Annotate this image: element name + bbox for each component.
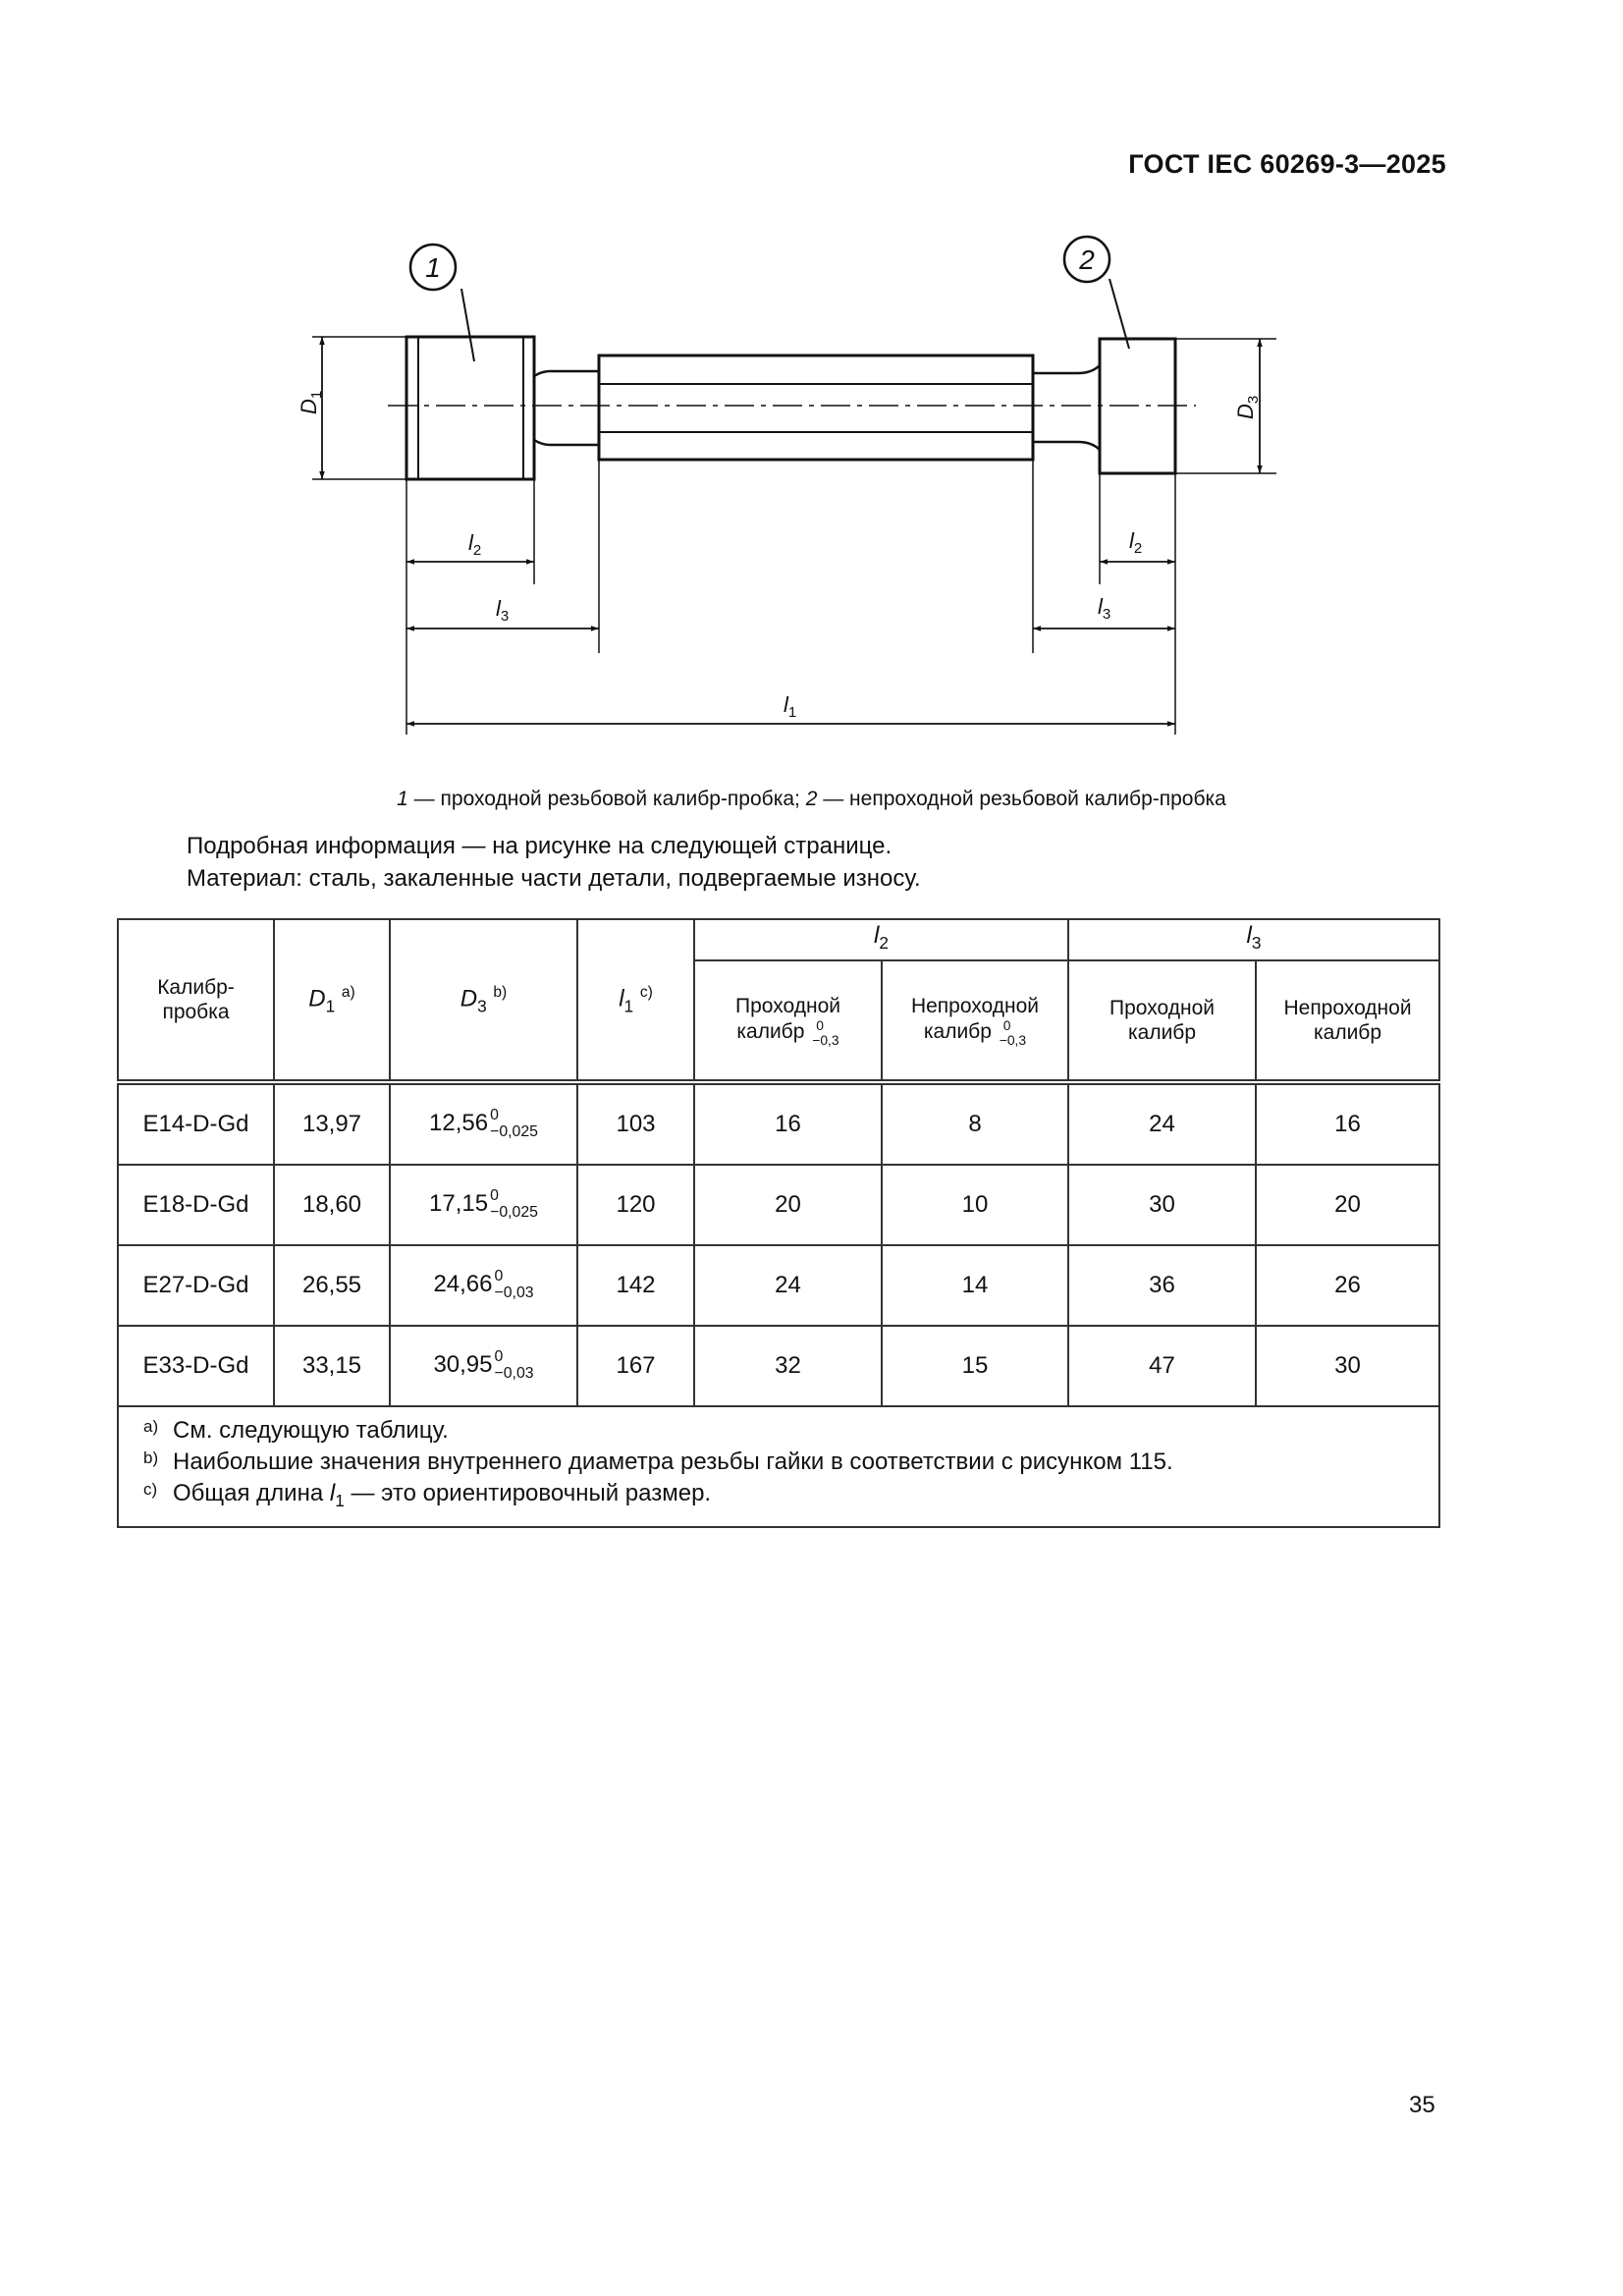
cell-l2-nogo: 15 <box>882 1326 1068 1406</box>
table-footnotes <box>118 1406 1439 1527</box>
intro-text <box>187 830 921 895</box>
col-group-l2: $l_2$ <box>694 919 1068 960</box>
label-l1: $l_1$ <box>784 692 797 721</box>
table-row <box>118 1082 1439 1165</box>
col-header-d3: $D_3$ $^{b)}$ <box>390 919 577 1082</box>
label-l2-left: $l_2$ <box>468 530 482 559</box>
cell-d3: 24,66 0 −0,03 <box>390 1245 577 1326</box>
cell-l2-go: 24 <box>694 1245 882 1326</box>
table-row <box>118 1326 1439 1406</box>
go-gauge-body <box>406 337 534 479</box>
gauge-table <box>117 918 1438 1528</box>
cell-d3: 12,56 0 −0,025 <box>390 1082 577 1165</box>
col-header-l2-nogo: Непроходной калибр 0 −0,3 <box>882 960 1068 1082</box>
col-header-d1: $D_1$ $^{а)}$ <box>274 919 390 1082</box>
col-group-l3: $l_3$ <box>1068 919 1439 960</box>
footnote-c: c) Общая длина $l_1$ — это ориентировочный размер. <box>143 1480 712 1511</box>
cell-l2-nogo: 10 <box>882 1165 1068 1245</box>
col-header-gauge: Калибр-пробка <box>118 919 274 1082</box>
footnote-a: а) См. следующую таблицу. <box>143 1417 449 1444</box>
cell-l3-go: 30 <box>1068 1165 1256 1245</box>
label-d3: $D_3$ <box>1233 395 1262 419</box>
intro-line-2: Материал: сталь, закаленные части детали, подвергаемые износу. <box>187 865 921 892</box>
cell-l1: 120 <box>577 1165 694 1245</box>
cell-l2-go: 32 <box>694 1326 882 1406</box>
cell-l2-go: 20 <box>694 1165 882 1245</box>
footnote-b: b) Наибольшие значения внутреннего диаметра резьбы гайки в соответствии с рисунком 115. <box>143 1449 1173 1475</box>
cell-gauge: E27-D-Gd <box>118 1245 274 1326</box>
cell-l3-nogo: 20 <box>1256 1165 1439 1245</box>
label-l3-right: $l_3$ <box>1098 594 1111 623</box>
cell-l3-nogo: 26 <box>1256 1245 1439 1326</box>
cell-l1: 142 <box>577 1245 694 1326</box>
cell-d1: 13,97 <box>274 1082 390 1165</box>
cell-d3: 30,95 0 −0,03 <box>390 1326 577 1406</box>
col-header-l2-go: Проходной калибр 0 −0,3 <box>694 960 882 1082</box>
cell-d1: 33,15 <box>274 1326 390 1406</box>
intro-line-1: Подробная информация — на рисунке на следующей странице. <box>187 833 893 859</box>
gauge-drawing <box>0 0 1623 786</box>
col-header-l1: $l_1$ $^{c)}$ <box>577 919 694 1082</box>
cell-l1: 167 <box>577 1326 694 1406</box>
cell-gauge: E33-D-Gd <box>118 1326 274 1406</box>
table-row <box>118 1165 1439 1245</box>
label-l2-right: $l_2$ <box>1129 528 1143 557</box>
cell-l2-nogo: 14 <box>882 1245 1068 1326</box>
cell-l3-nogo: 16 <box>1256 1082 1439 1165</box>
standard-header: ГОСТ IEC 60269-3—2025 <box>1128 149 1446 179</box>
page-number: 35 <box>1409 2092 1435 2118</box>
figure-caption: 1 — проходной резьбовой калибр-пробка; 2 — непроходной резьбовой калибр-пробка <box>397 788 1226 810</box>
cell-l3-go: 36 <box>1068 1245 1256 1326</box>
cell-l3-go: 24 <box>1068 1082 1256 1165</box>
cell-l3-nogo: 30 <box>1256 1326 1439 1406</box>
callout-1-label: 1 <box>425 252 441 283</box>
cell-l1: 103 <box>577 1082 694 1165</box>
cell-d3: 17,15 0 −0,025 <box>390 1165 577 1245</box>
label-d1: $D_1$ <box>297 390 325 414</box>
cell-gauge: E14-D-Gd <box>118 1082 274 1165</box>
cell-d1: 18,60 <box>274 1165 390 1245</box>
callout-2-label: 2 <box>1079 245 1095 275</box>
hex-handle <box>599 355 1033 460</box>
cell-l3-go: 47 <box>1068 1326 1256 1406</box>
cell-l2-nogo: 8 <box>882 1082 1068 1165</box>
table-row <box>118 1245 1439 1326</box>
cell-l2-go: 16 <box>694 1082 882 1165</box>
label-l3-left: $l_3$ <box>496 596 510 625</box>
cell-d1: 26,55 <box>274 1245 390 1326</box>
col-header-l3-nogo: Непроходной калибр <box>1256 960 1439 1082</box>
cell-gauge: E18-D-Gd <box>118 1165 274 1245</box>
col-header-l3-go: Проходной калибр <box>1068 960 1256 1082</box>
